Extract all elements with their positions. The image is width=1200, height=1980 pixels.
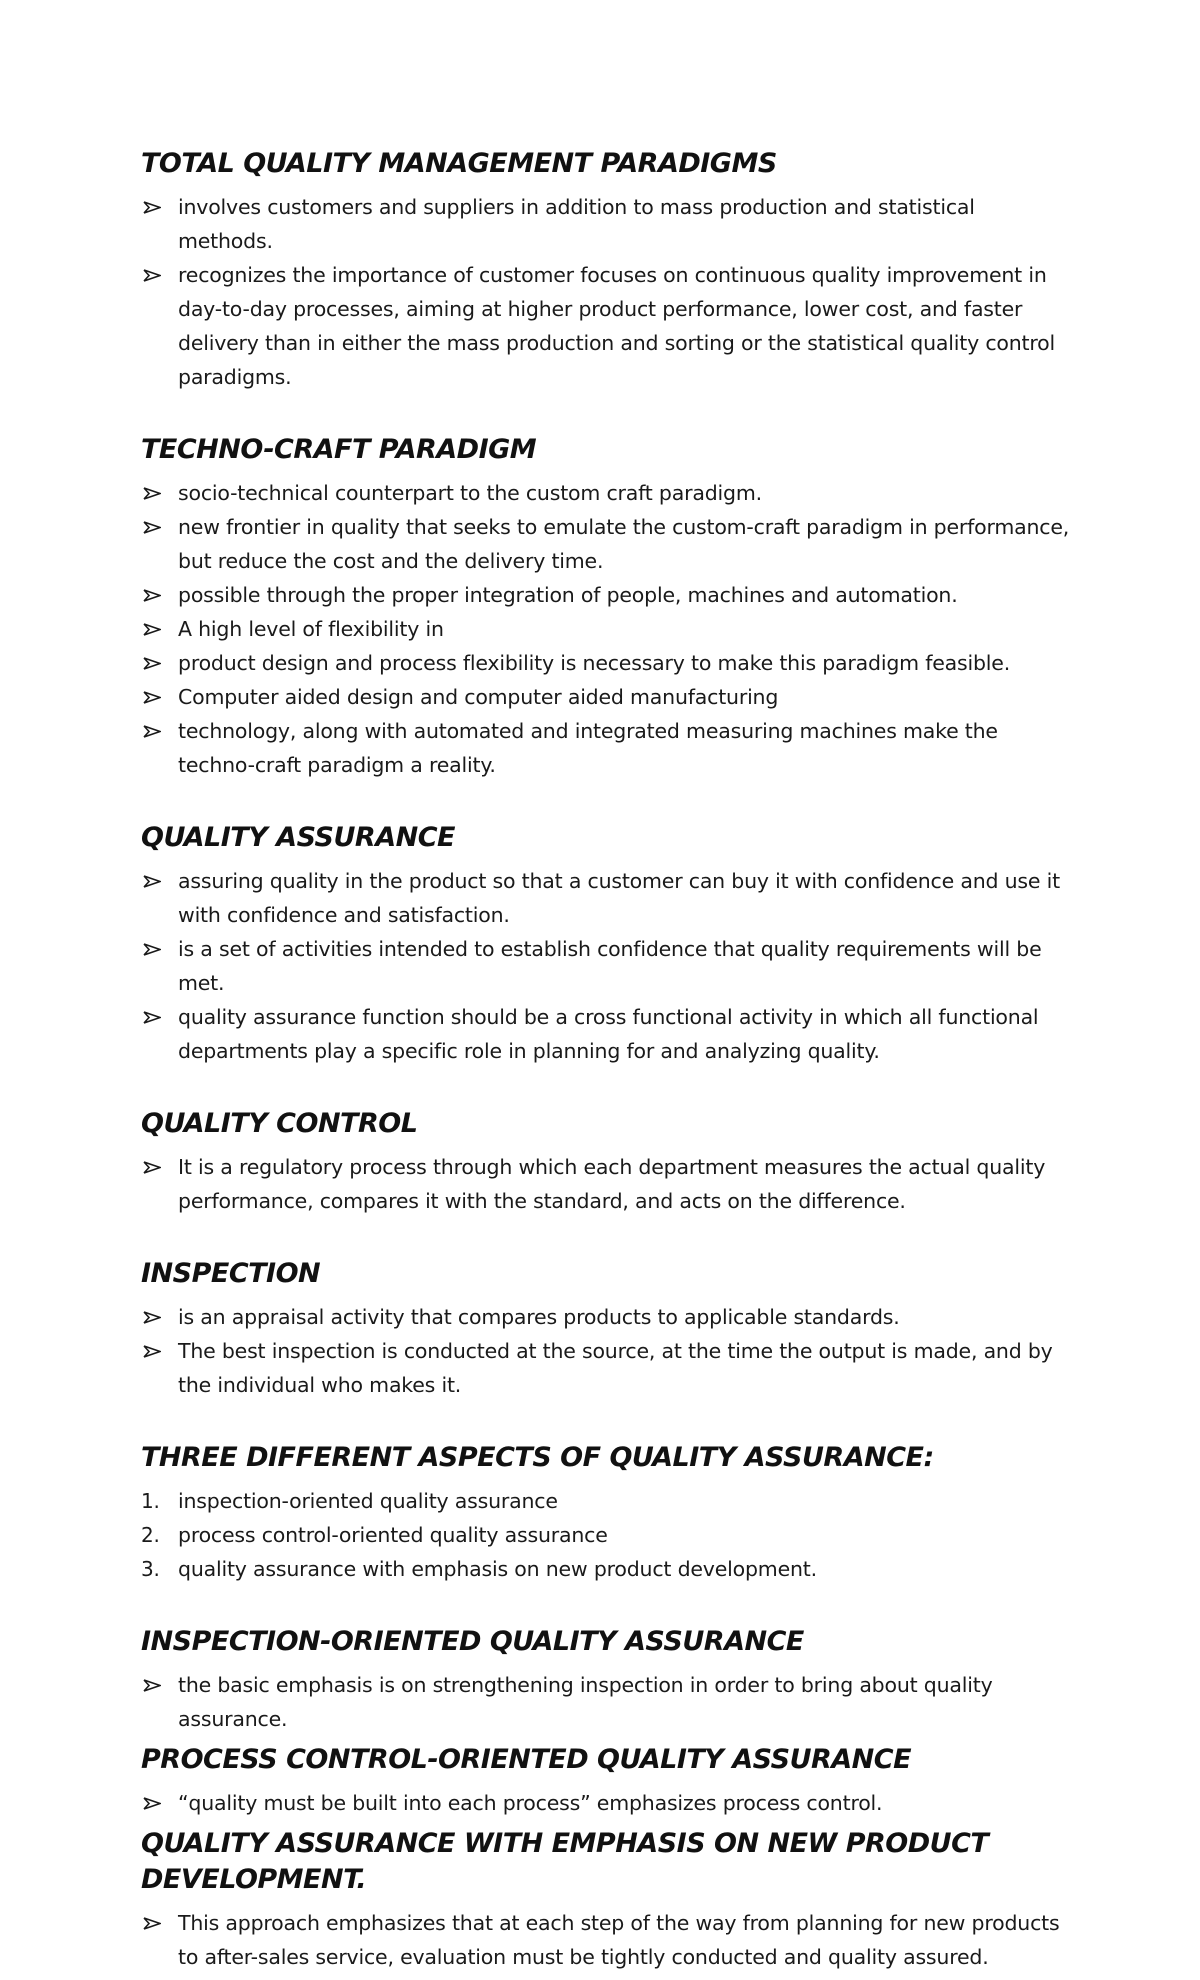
section-process-control-oriented-qa (141, 1742, 1071, 1820)
arrowhead-bullet-icon (143, 269, 161, 282)
arrowhead-bullet-icon (143, 875, 161, 888)
section-heading: THREE DIFFERENT ASPECTS OF QUALITY ASSURANCE: (141, 1442, 934, 1473)
list-item (141, 646, 1071, 680)
list-item-text: Computer aided design and computer aided manufacturing (178, 685, 779, 709)
list-item-text: product design and process flexibility is necessary to make this paradigm feasible. (178, 651, 1011, 675)
list-item (141, 612, 1071, 646)
bullet-list (141, 1906, 1071, 1974)
list-number: 2. (141, 1523, 160, 1547)
list-item-text: “quality must be built into each process” emphasizes process control. (178, 1791, 883, 1815)
arrowhead-bullet-icon (143, 691, 161, 704)
arrowhead-bullet-icon (143, 521, 161, 534)
list-item-text: The best inspection is conducted at the source, at the time the output is made, and by the individual who makes it. (178, 1339, 1053, 1397)
section-heading: INSPECTION-ORIENTED QUALITY ASSURANCE (141, 1626, 804, 1657)
list-item-text: new frontier in quality that seeks to emulate the custom-craft paradigm in performance, but reduce the cost and the delivery time. (178, 515, 1070, 573)
list-item-text: technology, along with automated and integrated measuring machines make the techno-craft paradigm a reality. (178, 719, 998, 777)
list-item (141, 680, 1071, 714)
numbered-list (141, 1484, 1071, 1586)
bullet-list (141, 1786, 1071, 1820)
list-item-text: assuring quality in the product so that a customer can buy it with confidence and use it with confidence and satisfaction. (178, 869, 1060, 927)
list-item (141, 1334, 1071, 1402)
arrowhead-bullet-icon (143, 1345, 161, 1358)
list-item (141, 1300, 1071, 1334)
arrowhead-bullet-icon (143, 623, 161, 636)
list-item-text: involves customers and suppliers in addition to mass production and statistical methods. (178, 195, 975, 253)
bullet-list (141, 190, 1071, 394)
bullet-list (141, 1300, 1071, 1402)
list-item-text: possible through the proper integration of people, machines and automation. (178, 583, 958, 607)
document-body (141, 146, 1071, 1980)
arrowhead-bullet-icon (143, 201, 161, 214)
list-item-text: is an appraisal activity that compares products to applicable standards. (178, 1305, 900, 1329)
list-item-text: is a set of activities intended to establish confidence that quality requirements will be met. (178, 937, 1042, 995)
section-qa-new-product-development (141, 1826, 1071, 1974)
list-item (141, 714, 1071, 782)
list-item (141, 1906, 1071, 1974)
list-item (141, 476, 1071, 510)
list-item (141, 1484, 1071, 1518)
section-heading: QUALITY CONTROL (141, 1108, 418, 1139)
list-item-text: the basic emphasis is on strengthening inspection in order to bring about quality assurance. (178, 1673, 993, 1731)
list-item-text: It is a regulatory process through which each department measures the actual quality performance, compares it with the standard, and acts on the difference. (178, 1155, 1046, 1213)
arrowhead-bullet-icon (143, 943, 161, 956)
arrowhead-bullet-icon (143, 1161, 161, 1174)
section-heading: TECHNO-CRAFT PARADIGM (141, 434, 537, 465)
section-inspection (141, 1256, 1071, 1402)
bullet-list (141, 1668, 1071, 1736)
list-item (141, 578, 1071, 612)
list-item (141, 1000, 1071, 1068)
list-item-text: quality assurance function should be a cross functional activity in which all functional departments play a specific role in planning for and analyzing quality. (178, 1005, 1039, 1063)
list-item (141, 932, 1071, 1000)
bullet-list (141, 476, 1071, 782)
list-item-text: This approach emphasizes that at each step of the way from planning for new products to after-sales service, evaluation must be tightly conducted and quality assured. (178, 1911, 1060, 1969)
list-item (141, 190, 1071, 258)
section-heading: INSPECTION (141, 1258, 321, 1289)
list-item (141, 1786, 1071, 1820)
bullet-list (141, 864, 1071, 1068)
arrowhead-bullet-icon (143, 725, 161, 738)
section-tqm-paradigms (141, 146, 1071, 394)
list-number: 1. (141, 1489, 160, 1513)
arrowhead-bullet-icon (143, 487, 161, 500)
arrowhead-bullet-icon (143, 589, 161, 602)
section-heading: PROCESS CONTROL-ORIENTED QUALITY ASSURANCE (141, 1744, 912, 1775)
section-heading: TOTAL QUALITY MANAGEMENT PARADIGMS (141, 148, 777, 179)
section-quality-assurance (141, 820, 1071, 1068)
list-item (141, 1150, 1071, 1218)
section-inspection-oriented-qa (141, 1624, 1071, 1736)
arrowhead-bullet-icon (143, 1011, 161, 1024)
list-item (141, 1552, 1071, 1586)
list-item (141, 1668, 1071, 1736)
list-item-text: A high level of flexibility in (178, 617, 444, 641)
list-item (141, 1518, 1071, 1552)
list-item-text: quality assurance with emphasis on new product development. (178, 1557, 817, 1581)
list-item-text: process control-oriented quality assurance (178, 1523, 608, 1547)
arrowhead-bullet-icon (143, 657, 161, 670)
arrowhead-bullet-icon (143, 1311, 161, 1324)
list-item-text: recognizes the importance of customer focuses on continuous quality improvement in day-to-day processes, aiming at higher product performance, lower cost, and faster delivery than in either the mass production and sorting or the statistical quality control paradigms. (178, 263, 1056, 389)
list-number: 3. (141, 1557, 160, 1581)
list-item-text: inspection-oriented quality assurance (178, 1489, 558, 1513)
section-quality-control (141, 1106, 1071, 1218)
bullet-list (141, 1150, 1071, 1218)
section-heading: QUALITY ASSURANCE (141, 822, 455, 853)
section-three-aspects (141, 1440, 1071, 1586)
list-item (141, 864, 1071, 932)
arrowhead-bullet-icon (143, 1797, 161, 1810)
arrowhead-bullet-icon (143, 1679, 161, 1692)
list-item (141, 258, 1071, 394)
list-item (141, 510, 1071, 578)
list-item-text: socio-technical counterpart to the custom craft paradigm. (178, 481, 762, 505)
section-techno-craft-paradigm (141, 432, 1071, 782)
section-heading: QUALITY ASSURANCE WITH EMPHASIS ON NEW PRODUCT DEVELOPMENT. (141, 1828, 989, 1895)
arrowhead-bullet-icon (143, 1917, 161, 1930)
